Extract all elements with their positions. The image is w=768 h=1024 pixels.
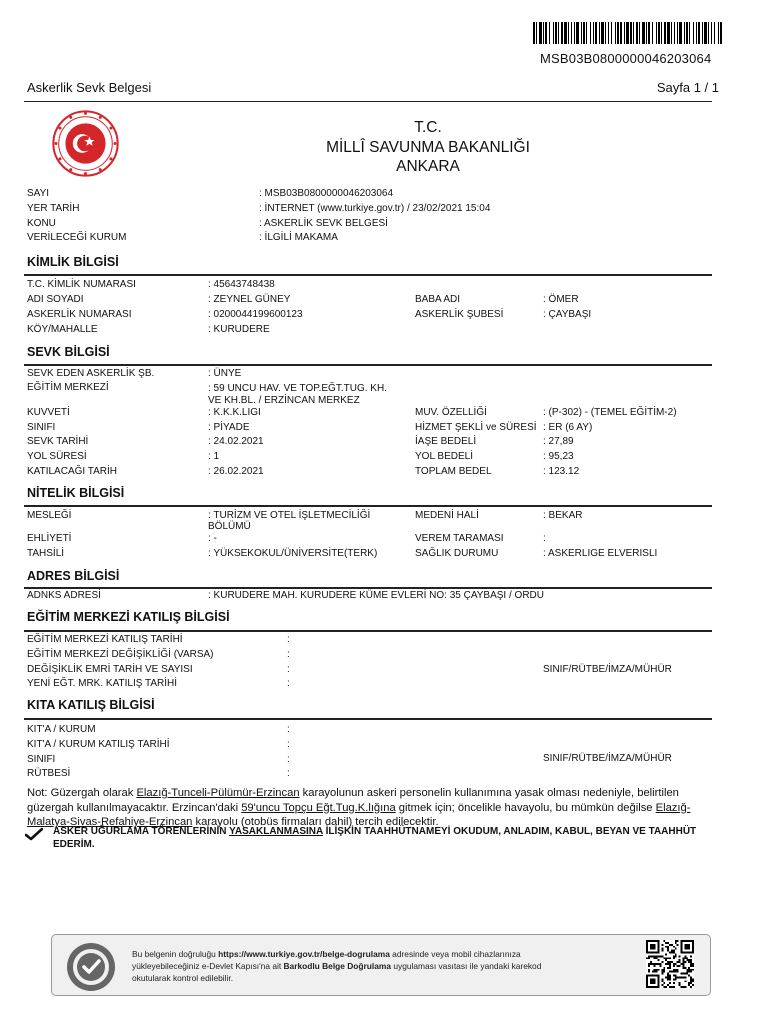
marital-value: : BEKAR [543, 510, 583, 521]
section-title-egitim-katilis: EĞİTİM MERKEZİ KATILIŞ BİLGİSİ [27, 610, 230, 624]
sending-branch-value: : ÜNYE [208, 368, 242, 379]
sending-branch-label: SEVK EDEN ASKERLİK ŞB. [27, 368, 155, 379]
travel-time-label: YOL SÜRESİ [27, 451, 87, 462]
village-value: : KURUDERE [208, 324, 270, 335]
class-label: SINIFI [27, 422, 56, 433]
training-change-label: EĞİTİM MERKEZİ DEĞİŞİKLİĞİ (VARSA) [27, 649, 214, 660]
training-join-date-value: : [287, 634, 290, 645]
address-value: : KURUDERE MAH. KURUDERE KÜME EVLERİ NO: 35 ÇAYBAŞI / ORDU [208, 590, 544, 601]
meta-value-kurum: : İLGİLİ MAKAMA [259, 232, 338, 243]
father-value: : ÖMER [543, 294, 579, 305]
address-label: ADNKS ADRESİ [27, 590, 101, 601]
unit-value: : [287, 724, 290, 735]
meta-label-sayi: SAYI [27, 188, 50, 199]
occupation-value-line1: : TURİZM VE OTEL İŞLETMECİLİĞİ [208, 510, 371, 521]
education-label: TAHSİLİ [27, 548, 65, 559]
signature-caption: SINIF/RÜTBE/İMZA/MÜHÜR [543, 664, 672, 675]
section-divider [24, 630, 712, 632]
unit-class-value: : [287, 754, 290, 765]
section-divider [24, 364, 712, 366]
meta-value-konu: : ASKERLİK SEVK BELGESİ [259, 218, 388, 229]
join-date-value: : 26.02.2021 [208, 466, 264, 477]
section-title-sevk: SEVK BİLGİSİ [27, 345, 110, 359]
rank-label: RÜTBESİ [27, 768, 71, 779]
join-date-label: KATILACAĞI TARİH [27, 466, 118, 477]
meta-value-yer-tarih: : İNTERNET (www.turkiye.gov.tr) / 23/02/2021 15:04 [259, 203, 491, 214]
section-title-adres: ADRES BİLGİSİ [27, 569, 120, 583]
unit-join-date-label: KIT'A / KURUM KATILIŞ TARİHİ [27, 739, 170, 750]
father-label: BABA ADI [415, 294, 461, 305]
section-title-nitelik: NİTELİK BİLGİSİ [27, 486, 125, 500]
dispatch-date-value: : 24.02.2021 [208, 436, 264, 447]
signature-caption: SINIF/RÜTBE/İMZA/MÜHÜR [543, 753, 672, 764]
tc-value: : 45643748438 [208, 279, 275, 290]
education-value: : YÜKSEKOKUL/ÜNİVERSİTE(TERK) [208, 548, 378, 559]
license-label: EHLİYETİ [27, 533, 72, 544]
new-center-join-label: YENİ EĞT. MRK. KATILIŞ TARİHİ [27, 678, 178, 689]
force-label: KUVVETİ [27, 407, 70, 418]
iase-label: İAŞE BEDELİ [415, 436, 477, 447]
service-value: : ER (6 AY) [543, 422, 593, 433]
iase-value: : 27,89 [543, 436, 574, 447]
training-center-label: EĞİTİM MERKEZİ [27, 382, 109, 393]
road-cost-value: : 95,23 [543, 451, 574, 462]
name-label: ADI SOYADI [27, 294, 84, 305]
barcode [533, 22, 725, 44]
health-value: : ASKERLIGE ELVERISLI [543, 548, 658, 559]
meta-label-yer-tarih: YER TARİH [27, 203, 80, 214]
branch-label: ASKERLİK ŞUBESİ [415, 309, 504, 320]
divider [24, 101, 712, 102]
marital-label: MEDENİ HALİ [415, 510, 479, 521]
section-title-kimlik: KİMLİK BİLGİSİ [27, 255, 119, 269]
dispatch-date-label: SEVK TARİHİ [27, 436, 89, 447]
force-value: : K.K.K.LIGI [208, 407, 261, 418]
village-label: KÖY/MAHALLE [27, 324, 98, 335]
qr-code-icon[interactable] [646, 940, 694, 988]
tb-screening-label: VEREM TARAMASI [415, 533, 504, 544]
unit-class-label: SINIFI [27, 754, 56, 765]
meta-label-konu: KONU [27, 218, 56, 229]
occupation-label: MESLEĞİ [27, 510, 72, 521]
service-label: HİZMET ŞEKLİ ve SÜRESİ [415, 422, 537, 433]
section-divider [24, 718, 712, 720]
training-center-value-line1: : 59 UNCU HAV. VE TOP.EĞT.TUG. KH. [208, 383, 387, 394]
section-divider [24, 505, 712, 507]
road-cost-label: YOL BEDELİ [415, 451, 473, 462]
name-value: : ZEYNEL GÜNEY [208, 294, 291, 305]
header-line-tc: T.C. [414, 119, 442, 136]
branch-value: : ÇAYBAŞI [543, 309, 592, 320]
verification-badge-icon [65, 941, 117, 993]
section-divider [24, 274, 712, 276]
header-line-ministry: MİLLÎ SAVUNMA BAKANLIĞI [326, 139, 530, 156]
new-center-join-value: : [287, 678, 290, 689]
verification-text: Bu belgenin doğruluğu https://www.turkiye.gov.tr/belge-dogrulama adresinde veya mobil cihazlarınıza yükleyebileceğiniz e-Devlet Kapısı'na ait Barkodlu Belge Doğrulama uygulaması vasıtası ile yandaki karekod okutularak kontrol edilebilir. [132, 949, 542, 983]
health-label: SAĞLIK DURUMU [415, 548, 499, 559]
change-order-label: DEĞİŞİKLİK EMRİ TARİH VE SAYISI [27, 664, 193, 675]
unit-join-date-value: : [287, 739, 290, 750]
section-title-kita-katilis: KITA KATILIŞ BİLGİSİ [27, 698, 155, 712]
section-divider [24, 587, 712, 589]
military-number-value: : 0200044199600123 [208, 309, 303, 320]
training-change-value: : [287, 649, 290, 660]
pledge-statement: ASKER UĞURLAMA TÖRENLERİNİN YASAKLANMASINA İLİŞKİN TAAHHÜTNAMEYİ OKUDUM, ANLADIM, KABUL, BEYAN VE TAAHHÜT EDERİM. [53, 826, 697, 850]
training-join-date-label: EĞİTİM MERKEZİ KATILIŞ TARİHİ [27, 634, 183, 645]
occupation-value-line2: BÖLÜMÜ [208, 521, 251, 532]
muv-label: MUV. ÖZELLİĞİ [415, 407, 487, 418]
barcode-number: MSB03B0800000046203064 [540, 51, 712, 66]
tb-screening-value: : [543, 533, 546, 544]
rank-value: : [287, 768, 290, 779]
unit-label: KIT'A / KURUM [27, 724, 96, 735]
checkmark-icon [25, 827, 43, 841]
tc-label: T.C. KİMLİK NUMARASI [27, 279, 136, 290]
change-order-value: : [287, 664, 290, 675]
header-line-city: ANKARA [396, 158, 460, 175]
page-number: Sayfa 1 / 1 [656, 80, 719, 95]
route-note: Not: Güzergah olarak Elazığ-Tunceli-Pülümür-Erzincan karayolunun askeri personelin kullanımına yasak olması nedeniyle, belirtilen güzergah kullanılmayacaktır. Erzincan'daki 59'uncu Topçu Eğt.Tug.K.lığına gitmek için; öncelikle havayolu, bu mümkün değilse Elazığ-Malatya-Sivas-Refahiye-Erzincan karayolu (otobüs firmaları dahil) tercih edilecektir. [27, 787, 691, 828]
total-cost-value: : 123.12 [543, 466, 580, 477]
training-center-value-line2: VE KH.BL. / ERZİNCAN MERKEZ [208, 395, 360, 406]
meta-value-sayi: : MSB03B0800000046203064 [259, 188, 394, 199]
total-cost-label: TOPLAM BEDEL [415, 466, 492, 477]
military-number-label: ASKERLİK NUMARASI [27, 309, 132, 320]
ministry-seal-icon [52, 110, 119, 177]
license-value: : - [208, 533, 217, 544]
travel-time-value: : 1 [208, 451, 220, 462]
document-title: Askerlik Sevk Belgesi [27, 80, 152, 95]
class-value: : PİYADE [208, 422, 250, 433]
meta-label-kurum: VERİLECEĞİ KURUM [27, 232, 127, 243]
muv-value: : (P-302) - (TEMEL EĞİTİM-2) [543, 407, 677, 418]
